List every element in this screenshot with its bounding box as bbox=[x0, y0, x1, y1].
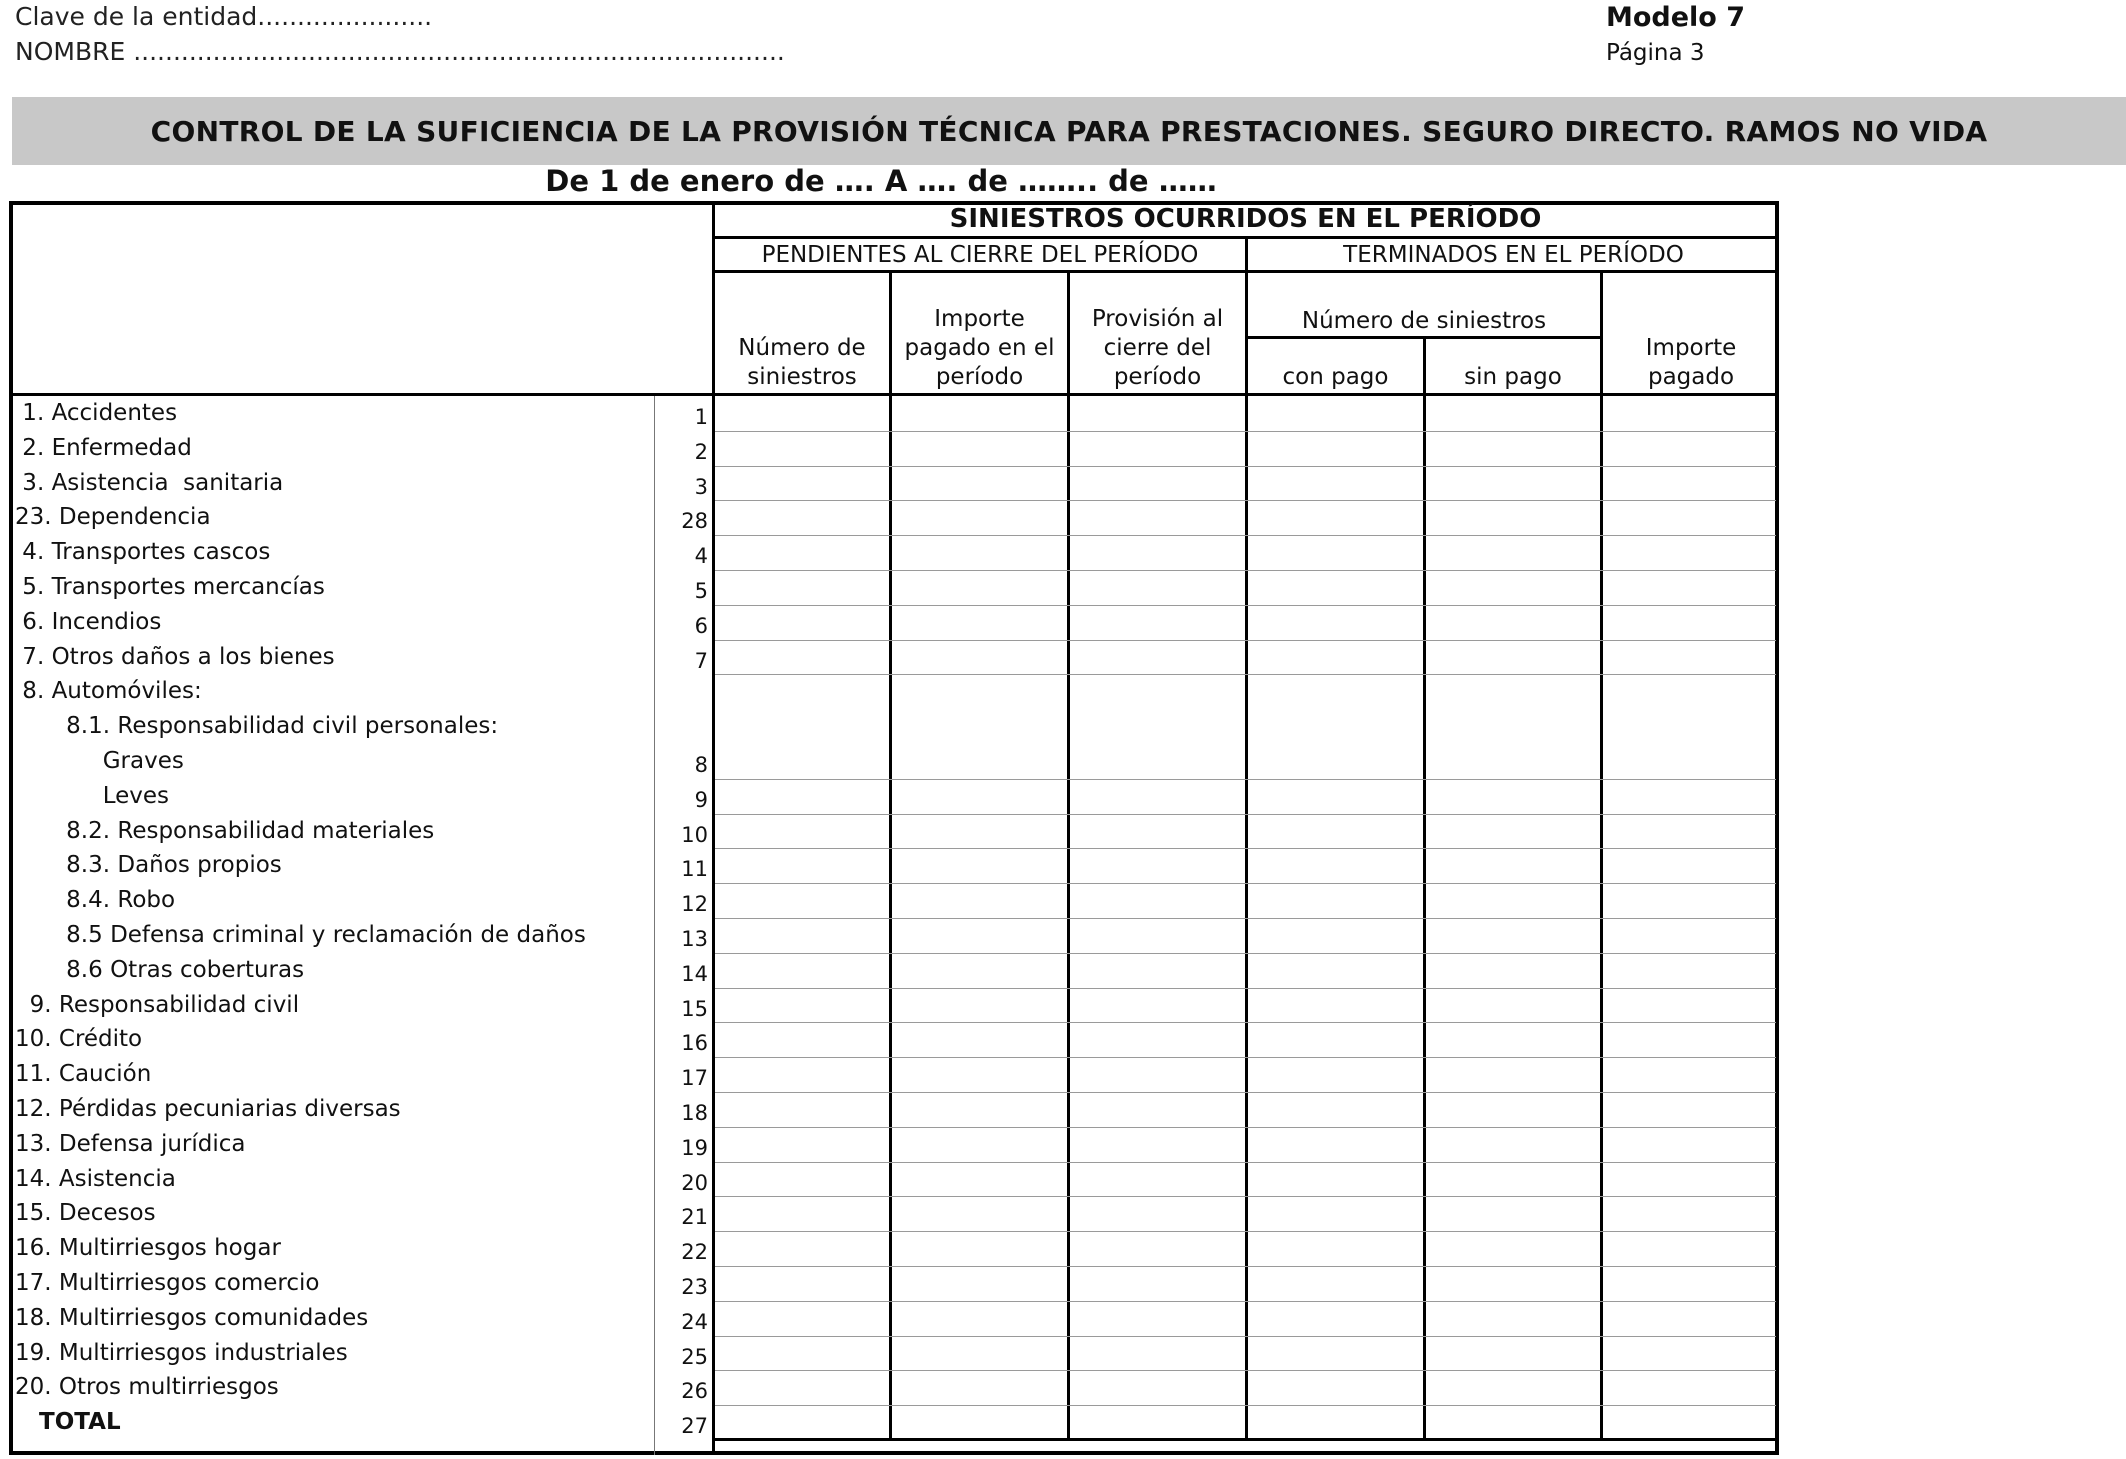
row-label: 6. Incendios bbox=[15, 608, 162, 635]
column-divider bbox=[889, 270, 892, 1440]
data-cell[interactable] bbox=[1427, 642, 1598, 673]
row-separator bbox=[715, 1266, 1776, 1267]
col-header-con-pago: con pago bbox=[1282, 364, 1389, 390]
data-cell[interactable] bbox=[1071, 990, 1243, 1021]
row-code: 3 bbox=[694, 474, 708, 499]
data-cell[interactable] bbox=[716, 746, 887, 777]
data-cell[interactable] bbox=[1604, 990, 1777, 1021]
entity-key-field: Clave de la entidad...................... bbox=[15, 2, 433, 31]
data-cell[interactable] bbox=[1249, 642, 1421, 673]
data-cell[interactable] bbox=[893, 1024, 1065, 1055]
entity-name-field: NOMBRE .................................................................................. bbox=[15, 37, 785, 66]
data-cell[interactable] bbox=[1249, 1059, 1421, 1090]
page-label: Página 3 bbox=[1606, 40, 1705, 66]
data-cell[interactable] bbox=[1427, 1268, 1598, 1299]
col-header-provision-line3: período bbox=[1113, 364, 1202, 390]
data-cell[interactable] bbox=[1071, 1372, 1243, 1403]
header-divider bbox=[9, 393, 1779, 396]
row-label: 8.2. Responsabilidad materiales bbox=[15, 817, 435, 844]
column-divider bbox=[1067, 270, 1070, 1440]
column-divider bbox=[1423, 336, 1426, 1440]
row-label: 3. Asistencia sanitaria bbox=[15, 469, 284, 496]
col-header-numero bbox=[715, 334, 889, 392]
row-code: 6 bbox=[694, 613, 708, 638]
data-cell[interactable] bbox=[1604, 850, 1777, 881]
data-cell[interactable] bbox=[1427, 1024, 1598, 1055]
data-cell[interactable] bbox=[1071, 1268, 1243, 1299]
row-code: 7 bbox=[694, 648, 708, 673]
row-label: 15. Decesos bbox=[15, 1200, 156, 1227]
data-cell[interactable] bbox=[1427, 607, 1598, 638]
data-cell[interactable] bbox=[893, 502, 1065, 533]
data-cell[interactable] bbox=[1071, 850, 1243, 881]
row-separator bbox=[715, 500, 1776, 501]
data-cell[interactable] bbox=[1604, 1268, 1777, 1299]
data-cell[interactable] bbox=[716, 1303, 887, 1334]
row-code: 24 bbox=[681, 1309, 708, 1334]
row-code: 22 bbox=[681, 1240, 708, 1265]
data-cell[interactable] bbox=[1427, 1094, 1598, 1125]
data-cell[interactable] bbox=[893, 781, 1065, 812]
model-label: Modelo 7 bbox=[1606, 2, 1746, 33]
data-cell[interactable] bbox=[716, 1094, 887, 1125]
data-cell[interactable] bbox=[1249, 537, 1421, 568]
data-cell[interactable] bbox=[1249, 1164, 1421, 1195]
row-code: 1 bbox=[694, 405, 708, 429]
data-cell[interactable] bbox=[893, 1268, 1065, 1299]
row-code: 11 bbox=[681, 857, 708, 882]
data-cell[interactable] bbox=[1427, 816, 1598, 847]
data-cell[interactable] bbox=[1071, 1233, 1243, 1264]
data-cell[interactable] bbox=[716, 468, 887, 499]
data-cell[interactable] bbox=[1427, 502, 1598, 533]
col-header-numero-line1: Número de bbox=[738, 335, 866, 361]
row-label: 8.3. Daños propios bbox=[15, 852, 282, 879]
data-cell[interactable] bbox=[716, 572, 887, 603]
data-cell[interactable] bbox=[1249, 502, 1421, 533]
data-cell[interactable] bbox=[893, 1059, 1065, 1090]
data-cell[interactable] bbox=[1249, 1372, 1421, 1403]
data-cell[interactable] bbox=[1071, 920, 1243, 951]
data-cell[interactable] bbox=[1071, 398, 1243, 429]
data-cell[interactable] bbox=[1604, 1303, 1777, 1334]
data-cell[interactable] bbox=[893, 398, 1065, 429]
data-cell[interactable] bbox=[1071, 502, 1243, 533]
data-cell[interactable] bbox=[1604, 955, 1777, 986]
data-cell[interactable] bbox=[1071, 1198, 1243, 1229]
row-label: Leves bbox=[15, 782, 170, 809]
row-separator bbox=[715, 1092, 1776, 1093]
row-code: 15 bbox=[681, 996, 708, 1021]
row-label: 10. Crédito bbox=[15, 1026, 143, 1053]
row-code: 17 bbox=[681, 1066, 708, 1091]
data-cell[interactable] bbox=[1604, 746, 1777, 777]
data-cell[interactable] bbox=[1071, 1129, 1243, 1160]
data-cell[interactable] bbox=[716, 1268, 887, 1299]
data-cell[interactable] bbox=[1604, 1094, 1777, 1125]
row-separator bbox=[715, 1162, 1776, 1163]
row-label: 23. Dependencia bbox=[15, 504, 211, 531]
col-header-numero-line2: siniestros bbox=[747, 364, 857, 390]
data-cell[interactable] bbox=[1249, 816, 1421, 847]
data-cell[interactable] bbox=[1604, 816, 1777, 847]
data-cell[interactable] bbox=[1604, 1198, 1777, 1229]
data-cell[interactable] bbox=[893, 1164, 1065, 1195]
data-cell[interactable] bbox=[1071, 746, 1243, 777]
data-cell[interactable] bbox=[1071, 816, 1243, 847]
row-code: 5 bbox=[694, 579, 708, 603]
row-code: 9 bbox=[694, 787, 708, 812]
row-code: 13 bbox=[681, 927, 708, 951]
data-cell[interactable] bbox=[1427, 398, 1598, 429]
row-label: 1. Accidentes bbox=[15, 400, 178, 426]
row-label: 8.6 Otras coberturas bbox=[15, 956, 305, 983]
data-cell[interactable] bbox=[893, 1233, 1065, 1264]
row-code: 4 bbox=[694, 544, 708, 569]
data-cell[interactable] bbox=[1249, 1268, 1421, 1299]
row-separator bbox=[715, 814, 1776, 815]
row-separator bbox=[715, 1370, 1776, 1371]
data-cell[interactable] bbox=[893, 746, 1065, 777]
data-cell[interactable] bbox=[716, 1338, 887, 1369]
row-code: 19 bbox=[681, 1135, 708, 1160]
row-separator bbox=[715, 1301, 1776, 1302]
data-cell[interactable] bbox=[1427, 537, 1598, 568]
row-code: 18 bbox=[681, 1101, 708, 1125]
col-header-provision bbox=[1070, 305, 1245, 392]
data-cell[interactable] bbox=[1427, 1129, 1598, 1160]
row-separator bbox=[715, 988, 1776, 989]
data-cell[interactable] bbox=[893, 1129, 1065, 1160]
data-cell[interactable] bbox=[1427, 572, 1598, 603]
row-separator bbox=[715, 1127, 1776, 1128]
row-code: 27 bbox=[681, 1414, 708, 1439]
period-subtitle: De 1 de enero de …. A …. de …….. de …… bbox=[545, 164, 1217, 198]
data-cell[interactable] bbox=[1427, 1059, 1598, 1090]
data-cell[interactable] bbox=[1604, 537, 1777, 568]
row-label: 5. Transportes mercancías bbox=[15, 574, 325, 600]
data-cell[interactable] bbox=[1071, 572, 1243, 603]
data-cell[interactable] bbox=[716, 607, 887, 638]
data-cell[interactable] bbox=[1249, 781, 1421, 812]
row-code: 16 bbox=[681, 1031, 708, 1056]
data-cell[interactable] bbox=[1604, 1338, 1777, 1369]
row-label: 14. Asistencia bbox=[15, 1165, 176, 1192]
data-cell[interactable] bbox=[1071, 1164, 1243, 1195]
data-cell[interactable] bbox=[1604, 433, 1777, 464]
data-cell[interactable] bbox=[1071, 537, 1243, 568]
col-header-importe-t-line1: Importe bbox=[1645, 335, 1737, 361]
col-header-provision-line1: Provisión al bbox=[1091, 306, 1224, 332]
data-cell[interactable] bbox=[716, 1233, 887, 1264]
data-cell[interactable] bbox=[1071, 781, 1243, 812]
data-cell[interactable] bbox=[1249, 1198, 1421, 1229]
data-cell[interactable] bbox=[893, 642, 1065, 673]
data-cell[interactable] bbox=[1604, 398, 1777, 429]
data-cell[interactable] bbox=[1249, 850, 1421, 881]
row-code: 8 bbox=[694, 753, 708, 777]
data-cell[interactable] bbox=[716, 1024, 887, 1055]
data-cell[interactable] bbox=[1071, 955, 1243, 986]
data-cell[interactable] bbox=[1249, 746, 1421, 777]
column-divider bbox=[1600, 270, 1603, 1440]
data-cell[interactable] bbox=[1071, 642, 1243, 673]
row-code: 28 bbox=[681, 509, 708, 534]
row-label: 8.5 Defensa criminal y reclamación de daños bbox=[15, 922, 586, 948]
row-code: 10 bbox=[681, 822, 708, 847]
row-separator bbox=[715, 1196, 1776, 1197]
data-cell[interactable] bbox=[1604, 1164, 1777, 1195]
col-header-importe-line3: período bbox=[935, 364, 1024, 390]
row-separator bbox=[715, 431, 1776, 432]
data-cell[interactable] bbox=[716, 433, 887, 464]
data-cell[interactable] bbox=[1427, 1233, 1598, 1264]
data-cell[interactable] bbox=[1604, 1059, 1777, 1090]
data-cell[interactable] bbox=[1427, 885, 1598, 916]
row-separator bbox=[715, 535, 1776, 536]
data-cell[interactable] bbox=[716, 781, 887, 812]
data-cell[interactable] bbox=[893, 885, 1065, 916]
row-label: 17. Multirriesgos comercio bbox=[15, 1270, 320, 1296]
row-separator bbox=[715, 848, 1776, 849]
data-cell[interactable] bbox=[1249, 398, 1421, 429]
row-label: 20. Otros multirriesgos bbox=[15, 1374, 279, 1401]
data-cell[interactable] bbox=[1249, 1129, 1421, 1160]
row-separator bbox=[715, 605, 1776, 606]
row-separator bbox=[715, 640, 1776, 641]
data-cell[interactable] bbox=[1249, 433, 1421, 464]
data-cell[interactable] bbox=[1071, 1338, 1243, 1369]
data-cell[interactable] bbox=[1427, 1303, 1598, 1334]
row-code: 21 bbox=[681, 1205, 708, 1230]
data-cell[interactable] bbox=[1427, 850, 1598, 881]
data-cell[interactable] bbox=[1604, 1024, 1777, 1055]
data-cell[interactable] bbox=[1071, 1059, 1243, 1090]
data-cell[interactable] bbox=[893, 607, 1065, 638]
row-label: 13. Defensa jurídica bbox=[15, 1130, 246, 1157]
data-cell[interactable] bbox=[893, 990, 1065, 1021]
data-cell[interactable] bbox=[1249, 1233, 1421, 1264]
row-label: Graves bbox=[15, 748, 184, 774]
data-cell[interactable] bbox=[1604, 885, 1777, 916]
data-cell[interactable] bbox=[1427, 1338, 1598, 1369]
pending-header: PENDIENTES AL CIERRE DEL PERÍODO bbox=[761, 242, 1199, 268]
data-cell[interactable] bbox=[716, 1164, 887, 1195]
data-cell[interactable] bbox=[716, 502, 887, 533]
col-header-sin-pago: sin pago bbox=[1464, 364, 1562, 390]
data-cell[interactable] bbox=[1604, 572, 1777, 603]
data-cell[interactable] bbox=[1427, 468, 1598, 499]
data-cell[interactable] bbox=[1427, 920, 1598, 951]
data-cell[interactable] bbox=[1249, 990, 1421, 1021]
data-cell[interactable] bbox=[1427, 990, 1598, 1021]
data-cell[interactable] bbox=[893, 1094, 1065, 1125]
data-cell[interactable] bbox=[1427, 781, 1598, 812]
data-cell[interactable] bbox=[893, 1198, 1065, 1229]
data-cell[interactable] bbox=[1604, 1233, 1777, 1264]
data-cell[interactable] bbox=[716, 955, 887, 986]
data-cell[interactable] bbox=[1071, 468, 1243, 499]
row-label: 9. Responsabilidad civil bbox=[15, 991, 300, 1018]
data-cell[interactable] bbox=[716, 537, 887, 568]
row-separator bbox=[715, 1336, 1776, 1337]
data-cell[interactable] bbox=[716, 1129, 887, 1160]
finished-header: TERMINADOS EN EL PERÍODO bbox=[1343, 242, 1684, 268]
claims-group-header: SINIESTROS OCURRIDOS EN EL PERÍODO bbox=[949, 204, 1542, 234]
row-code: 14 bbox=[681, 961, 708, 986]
row-separator bbox=[715, 674, 1776, 675]
data-cell[interactable] bbox=[716, 885, 887, 916]
data-cell[interactable] bbox=[716, 1407, 887, 1438]
row-label: 8.1. Responsabilidad civil personales: bbox=[15, 713, 499, 740]
row-separator bbox=[715, 1022, 1776, 1023]
data-cell[interactable] bbox=[893, 537, 1065, 568]
data-cell[interactable] bbox=[1427, 1407, 1598, 1438]
data-cell[interactable] bbox=[1427, 1372, 1598, 1403]
row-code: 23 bbox=[681, 1275, 708, 1299]
data-cell[interactable] bbox=[716, 398, 887, 429]
data-cell[interactable] bbox=[1604, 607, 1777, 638]
row-separator bbox=[715, 953, 1776, 954]
row-separator bbox=[715, 1057, 1776, 1058]
data-cell[interactable] bbox=[1604, 1129, 1777, 1160]
row-label: 7. Otros daños a los bienes bbox=[15, 643, 335, 670]
data-cell[interactable] bbox=[1604, 1372, 1777, 1403]
data-cell[interactable] bbox=[716, 1372, 887, 1403]
col-header-importe-line2: pagado en el bbox=[904, 335, 1055, 361]
data-cell[interactable] bbox=[893, 433, 1065, 464]
data-cell[interactable] bbox=[1249, 920, 1421, 951]
row-label: 18. Multirriesgos comunidades bbox=[15, 1304, 369, 1331]
data-cell[interactable] bbox=[893, 920, 1065, 951]
row-separator bbox=[715, 779, 1776, 780]
data-cell[interactable] bbox=[716, 1059, 887, 1090]
data-cell[interactable] bbox=[1604, 642, 1777, 673]
row-separator bbox=[715, 883, 1776, 884]
row-separator bbox=[715, 466, 1776, 467]
col-header-importe-pagado bbox=[892, 305, 1067, 392]
row-label: 11. Caución bbox=[15, 1061, 152, 1088]
data-cell[interactable] bbox=[893, 1338, 1065, 1369]
row-label: 8.4. Robo bbox=[15, 887, 176, 914]
data-cell[interactable] bbox=[1249, 885, 1421, 916]
data-cell[interactable] bbox=[1249, 955, 1421, 986]
data-cell[interactable] bbox=[893, 1407, 1065, 1438]
data-cell[interactable] bbox=[1427, 955, 1598, 986]
row-separator bbox=[715, 1405, 1776, 1406]
data-cell[interactable] bbox=[716, 816, 887, 847]
col-header-importe-t-line2: pagado bbox=[1647, 364, 1735, 390]
row-code: 20 bbox=[681, 1170, 708, 1195]
row-label: 8. Automóviles: bbox=[15, 678, 202, 705]
row-code: 26 bbox=[681, 1379, 708, 1404]
data-cell[interactable] bbox=[1071, 1407, 1243, 1438]
data-cell[interactable] bbox=[716, 1198, 887, 1229]
data-cell[interactable] bbox=[1249, 1338, 1421, 1369]
data-cell[interactable] bbox=[893, 1372, 1065, 1403]
row-label: 2. Enfermedad bbox=[15, 434, 192, 461]
data-cell[interactable] bbox=[1604, 1407, 1777, 1438]
row-code: 2 bbox=[694, 439, 708, 464]
data-cell[interactable] bbox=[1071, 1024, 1243, 1055]
row-label: 19. Multirriesgos industriales bbox=[15, 1339, 348, 1366]
data-cell[interactable] bbox=[1249, 1094, 1421, 1125]
col-header-importe-line1: Importe bbox=[934, 306, 1025, 332]
data-cell[interactable] bbox=[893, 1303, 1065, 1334]
page-title: CONTROL DE LA SUFICIENCIA DE LA PROVISIÓN TÉCNICA PARA PRESTACIONES. SEGURO DIRECTO. RAMOS NO VIDA bbox=[150, 115, 1988, 148]
col-header-provision-line2: cierre del bbox=[1103, 335, 1212, 361]
data-cell[interactable] bbox=[1071, 1094, 1243, 1125]
data-cell[interactable] bbox=[1604, 502, 1777, 533]
claims-number-header: Número de siniestros bbox=[1301, 308, 1547, 334]
data-cell[interactable] bbox=[1249, 1024, 1421, 1055]
row-label: TOTAL bbox=[15, 1409, 121, 1436]
data-cell[interactable] bbox=[1249, 468, 1421, 499]
data-cell[interactable] bbox=[1249, 607, 1421, 638]
table-bottom-line bbox=[712, 1438, 1779, 1441]
data-cell[interactable] bbox=[1071, 1303, 1243, 1334]
data-cell[interactable] bbox=[1249, 1407, 1421, 1438]
data-cell[interactable] bbox=[1604, 781, 1777, 812]
data-cell[interactable] bbox=[716, 642, 887, 673]
data-cell[interactable] bbox=[716, 920, 887, 951]
data-cell[interactable] bbox=[1427, 1198, 1598, 1229]
data-cell[interactable] bbox=[893, 955, 1065, 986]
row-code: 12 bbox=[681, 892, 708, 917]
data-cell[interactable] bbox=[1604, 920, 1777, 951]
data-cell[interactable] bbox=[893, 468, 1065, 499]
data-cell[interactable] bbox=[1427, 1164, 1598, 1195]
row-separator bbox=[715, 570, 1776, 571]
data-cell[interactable] bbox=[1604, 468, 1777, 499]
row-separator bbox=[715, 918, 1776, 919]
row-label: 4. Transportes cascos bbox=[15, 539, 271, 566]
column-divider bbox=[1245, 270, 1248, 1440]
data-cell[interactable] bbox=[893, 816, 1065, 847]
data-cell[interactable] bbox=[1071, 433, 1243, 464]
data-cell[interactable] bbox=[1249, 572, 1421, 603]
row-label: 16. Multirriesgos hogar bbox=[15, 1235, 281, 1262]
row-separator bbox=[715, 1231, 1776, 1232]
data-cell[interactable] bbox=[893, 850, 1065, 881]
data-cell[interactable] bbox=[893, 572, 1065, 603]
row-label: 12. Pérdidas pecuniarias diversas bbox=[15, 1096, 401, 1122]
data-cell[interactable] bbox=[1427, 746, 1598, 777]
data-cell[interactable] bbox=[716, 990, 887, 1021]
data-cell[interactable] bbox=[1427, 433, 1598, 464]
data-cell[interactable] bbox=[716, 850, 887, 881]
row-code: 25 bbox=[681, 1344, 708, 1369]
data-cell[interactable] bbox=[1071, 607, 1243, 638]
data-cell[interactable] bbox=[1071, 885, 1243, 916]
col-header-importe-terminados bbox=[1603, 334, 1779, 392]
data-cell[interactable] bbox=[1249, 1303, 1421, 1334]
